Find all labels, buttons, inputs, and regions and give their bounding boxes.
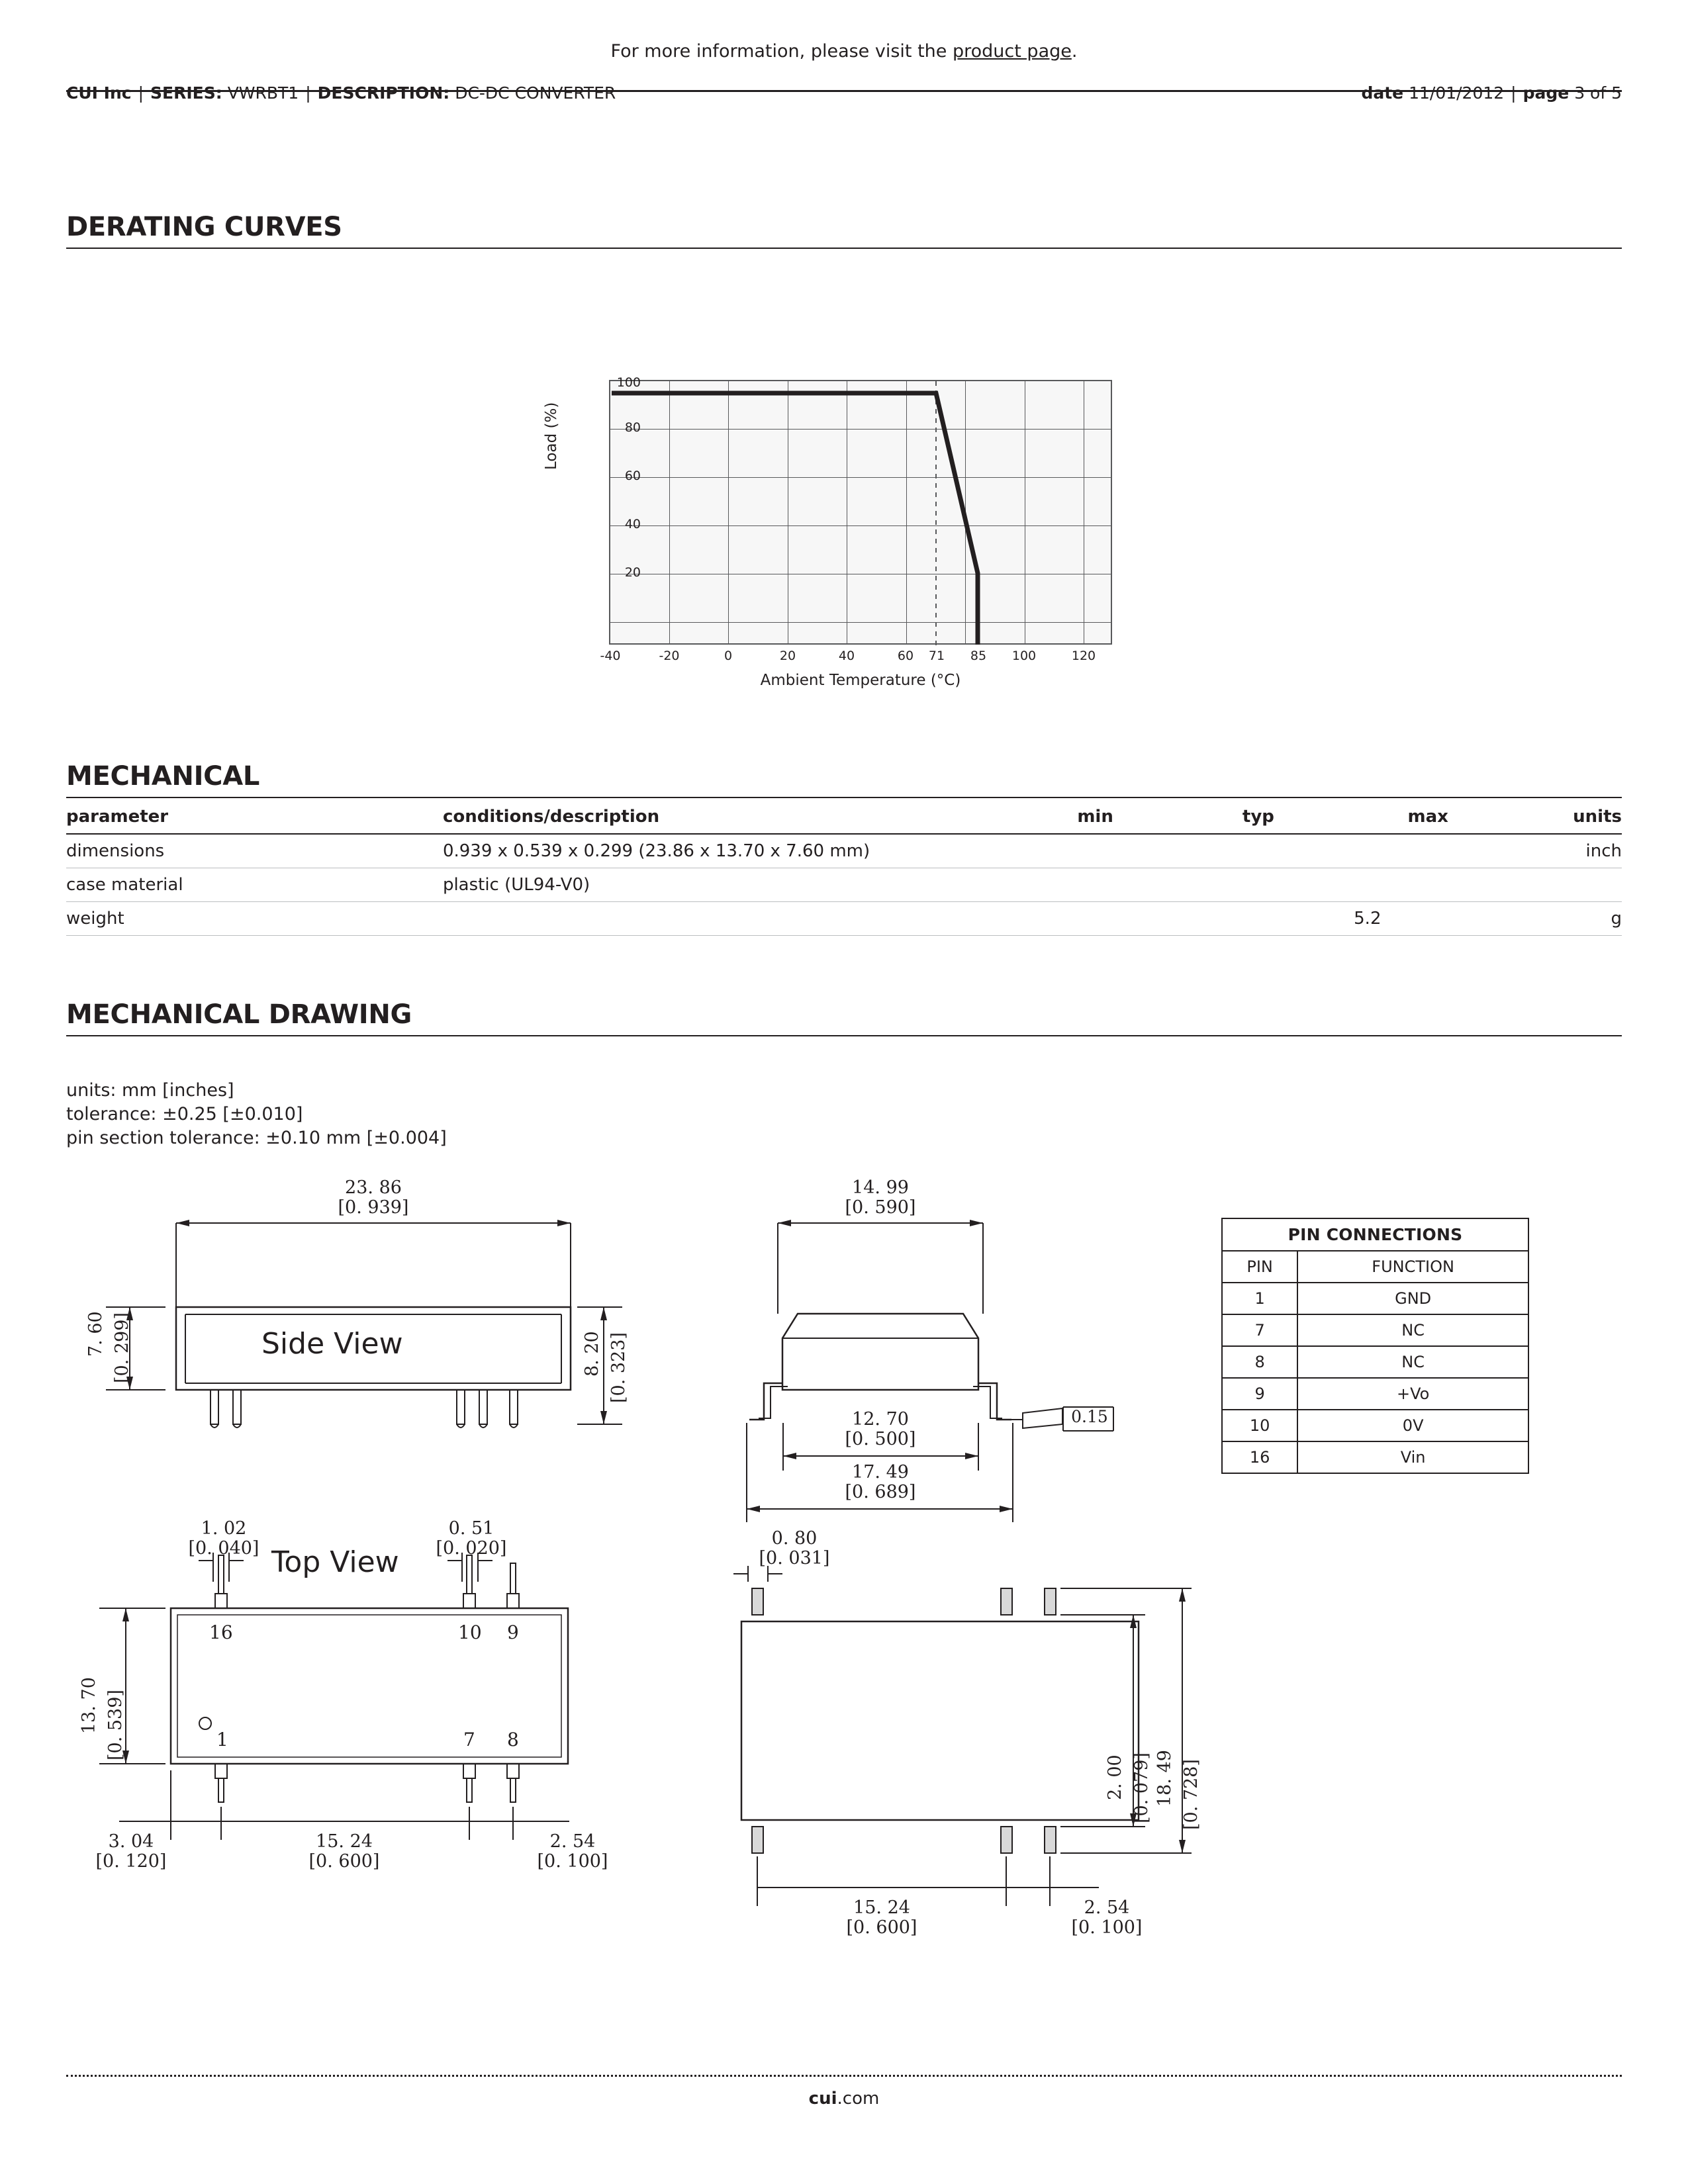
pin-label-7: 7 [463, 1729, 475, 1751]
cell-function: +Vo [1297, 1378, 1528, 1410]
notes-units: units: mm [inches] [66, 1080, 234, 1101]
header-right [1361, 83, 1622, 103]
note-prefix: For more information, please visit the [610, 41, 953, 62]
dim-fp-pitch2-mm: 2. 54 [1084, 1897, 1130, 1918]
dim-pin-span1-mm: 12. 70 [852, 1409, 909, 1430]
dim-body-height-mm: 13. 70 [79, 1677, 99, 1734]
table-row [1222, 1283, 1528, 1314]
cell-min [1077, 868, 1243, 902]
cell-parameter: dimensions [66, 834, 443, 868]
series-value: VWRBT1 [227, 83, 299, 103]
cell-units: g [1573, 902, 1622, 936]
cell-typ [1243, 868, 1408, 902]
more-information-note [0, 41, 1688, 62]
dim-height-in: [0. 299] [112, 1312, 132, 1383]
page-value: 3 of 5 [1574, 83, 1622, 103]
page-footer [66, 2075, 1622, 2109]
divider: | [1511, 83, 1517, 103]
dim-pad-width-in: [0. 031] [759, 1548, 830, 1569]
pin-label-1: 1 [216, 1729, 228, 1751]
notes-tolerance: tolerance: ±0.25 [±0.010] [66, 1103, 303, 1124]
chart-xtick: 71 [928, 649, 945, 663]
chart-ytick: 100 [616, 375, 641, 390]
chart-plot-area [609, 380, 1112, 645]
cell-conditions: 0.939 x 0.539 x 0.299 (23.86 x 13.70 x 7.60 mm) [443, 834, 1077, 868]
dim-pin-span2-mm: 17. 49 [852, 1462, 909, 1482]
chart-x-axis-label: Ambient Temperature (°C) [760, 672, 961, 689]
cell-max [1408, 834, 1573, 868]
notes-pin-tolerance: pin section tolerance: ±0.10 mm [±0.004] [66, 1127, 447, 1148]
chart-xtick: 40 [838, 649, 855, 663]
table-row [66, 868, 1622, 902]
dim-pitch-mm: 15. 24 [316, 1831, 373, 1852]
dim-pad-span-mm: 18. 49 [1154, 1750, 1175, 1807]
dim-height-mm: 7. 60 [85, 1311, 106, 1357]
page-label: page [1523, 83, 1570, 103]
dim-pin-length-mm: 1. 02 [201, 1518, 247, 1539]
dim-pad-height-in: [0. 079] [1131, 1752, 1152, 1823]
date-label: date [1361, 83, 1404, 103]
dim-pin-span2-in: [0. 689] [845, 1482, 916, 1503]
cell-min [1077, 902, 1243, 936]
document-header [66, 83, 1622, 103]
flatness-value: 0.15 [1071, 1407, 1108, 1426]
divider: | [305, 83, 311, 103]
column-header-typ: typ [1243, 804, 1408, 834]
chart-xtick: 100 [1011, 649, 1037, 663]
chart-ytick: 60 [624, 469, 641, 483]
chart-xtick: -20 [659, 649, 680, 663]
pin-label-8: 8 [507, 1729, 519, 1751]
chart-ytick: 80 [624, 420, 641, 435]
top-view-label: Top View [271, 1545, 399, 1579]
dim-height2-mm: 8. 20 [582, 1331, 602, 1377]
chart-xtick: 120 [1071, 649, 1096, 663]
table-row [66, 902, 1622, 936]
description-label: DESCRIPTION: [317, 83, 450, 103]
pin-connections-table [1221, 1218, 1529, 1474]
chart-xtick: 85 [970, 649, 987, 663]
dim-pin-length-in: [0. 040] [188, 1538, 259, 1559]
footer-brand: cui [808, 2089, 837, 2109]
column-header-parameter: parameter [66, 804, 443, 834]
pin-table-title: PIN CONNECTIONS [1222, 1218, 1528, 1251]
dim-pin-dia-mm: 0. 51 [448, 1518, 494, 1539]
dim-pitch2-mm: 2. 54 [549, 1831, 596, 1852]
description-value: DC-DC CONVERTER [455, 83, 616, 103]
cell-conditions: plastic (UL94-V0) [443, 868, 1077, 902]
dim-pitch-in: [0. 600] [308, 1851, 380, 1872]
table-row [1222, 1378, 1528, 1410]
dim-pad-height-mm: 2. 00 [1105, 1754, 1125, 1800]
chart-ytick: 20 [624, 565, 641, 580]
cell-pin: 9 [1222, 1378, 1297, 1410]
pin-label-9: 9 [507, 1621, 519, 1643]
chart-xtick: 20 [779, 649, 796, 663]
note-suffix: . [1071, 41, 1078, 62]
chart-xtick: -40 [600, 649, 621, 663]
date-value: 11/01/2012 [1409, 83, 1505, 103]
cell-units: inch [1573, 834, 1622, 868]
dim-fp-pitch-mm: 15. 24 [853, 1897, 910, 1918]
cell-function: NC [1297, 1346, 1528, 1378]
section-title: MECHANICAL DRAWING [66, 999, 412, 1030]
cell-min [1077, 834, 1243, 868]
cell-function: 0V [1297, 1410, 1528, 1441]
cell-units [1573, 868, 1622, 902]
column-header-max: max [1408, 804, 1573, 834]
side-view-label: Side View [261, 1327, 403, 1361]
header-left [66, 83, 616, 103]
cell-parameter: weight [66, 902, 443, 936]
dim-body-height-in: [0. 539] [105, 1690, 126, 1760]
dim-edge-mm: 3. 04 [108, 1831, 154, 1852]
mechanical-table [66, 804, 1622, 936]
table-row [1222, 1346, 1528, 1378]
divider: | [138, 83, 144, 103]
dim-pin-span1-in: [0. 500] [845, 1429, 916, 1450]
function-column-header: FUNCTION [1297, 1251, 1528, 1283]
section-mechanical-drawing [66, 999, 1622, 1036]
dim-pin-dia-in: [0. 020] [436, 1538, 507, 1559]
cell-pin: 16 [1222, 1441, 1297, 1473]
table-row [1222, 1441, 1528, 1473]
dim-fp-pitch2-in: [0. 100] [1071, 1917, 1143, 1938]
dim-width-in: [0. 939] [338, 1197, 409, 1218]
pin-table-header-row [1222, 1251, 1528, 1283]
cell-typ: 5.2 [1243, 902, 1408, 936]
pin-label-16: 16 [209, 1621, 233, 1643]
dim-front-width-mm: 14. 99 [852, 1177, 909, 1198]
section-mechanical [66, 761, 1622, 798]
pin-table-title-row [1222, 1218, 1528, 1251]
dim-edge-in: [0. 120] [95, 1851, 167, 1872]
cell-function: NC [1297, 1314, 1528, 1346]
dim-width-mm: 23. 86 [345, 1177, 402, 1198]
cell-max [1408, 868, 1573, 902]
derating-chart [543, 371, 1145, 689]
table-row [1222, 1314, 1528, 1346]
section-title: MECHANICAL [66, 761, 260, 792]
cell-function: Vin [1297, 1441, 1528, 1473]
dim-fp-pitch-in: [0. 600] [846, 1917, 917, 1938]
cell-pin: 10 [1222, 1410, 1297, 1441]
cell-pin: 1 [1222, 1283, 1297, 1314]
footer-domain: .com [837, 2089, 880, 2109]
chart-xtick: 60 [897, 649, 914, 663]
company-name: CUI Inc [66, 83, 132, 103]
pin-column-header: PIN [1222, 1251, 1297, 1283]
series-label: SERIES: [150, 83, 222, 103]
dim-pitch2-in: [0. 100] [537, 1851, 608, 1872]
dim-height2-in: [0. 323] [608, 1332, 629, 1403]
cell-typ [1243, 834, 1408, 868]
cell-parameter: case material [66, 868, 443, 902]
dim-pad-span-in: [0. 728] [1181, 1759, 1201, 1830]
chart-y-axis-label: Load (%) [543, 402, 560, 470]
cell-function: GND [1297, 1283, 1528, 1314]
cell-conditions [443, 902, 1077, 936]
cell-max [1408, 902, 1573, 936]
column-header-conditions: conditions/description [443, 804, 1077, 834]
column-header-units: units [1573, 804, 1622, 834]
product-page-link[interactable]: product page [953, 41, 1072, 62]
cell-pin: 8 [1222, 1346, 1297, 1378]
table-row [66, 834, 1622, 868]
section-title: DERATING CURVES [66, 212, 342, 242]
cell-pin: 7 [1222, 1314, 1297, 1346]
chart-xtick: 0 [724, 649, 733, 663]
dim-front-width-in: [0. 590] [845, 1197, 916, 1218]
table-row [1222, 1410, 1528, 1441]
column-header-min: min [1077, 804, 1243, 834]
drawing-notes [66, 1079, 447, 1150]
footer-site [66, 2077, 1622, 2109]
section-derating-curves [66, 212, 1622, 249]
chart-ytick: 40 [624, 517, 641, 531]
derating-curve [610, 381, 1113, 646]
table-header-row [66, 804, 1622, 834]
dim-pad-width-mm: 0. 80 [771, 1528, 818, 1549]
pin-label-10: 10 [458, 1621, 482, 1643]
